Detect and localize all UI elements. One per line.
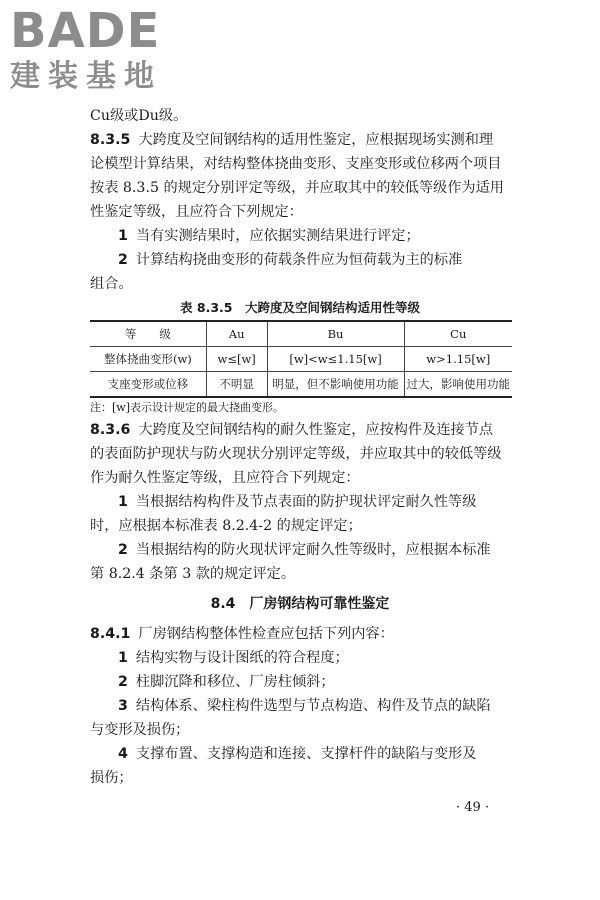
list-item [90, 224, 510, 248]
item-text: 结构体系、梁柱构件选型与节点构造、构件及节点的缺陷 [135, 698, 491, 714]
clause-8-4-1-line [90, 622, 510, 646]
list-item [90, 646, 510, 670]
logo-subtitle: 建装基地 [10, 59, 162, 94]
item-text: 计算结构挠曲变形的荷载条件应为恒荷载为主的标准 [135, 252, 463, 268]
clause-number: 8.3.5 [90, 132, 131, 148]
table-cell: w>1.15[w] [404, 347, 512, 372]
item-number: 2 [118, 252, 128, 268]
text-line: 损伤； [90, 770, 133, 786]
logo [10, 3, 180, 98]
item-text: 当有实测结果时，应依据实测结果进行评定； [135, 228, 420, 244]
table-row [90, 347, 512, 372]
item-number: 2 [118, 542, 128, 558]
table-header-cell: Bu [267, 321, 404, 347]
text-line: 组合。 [90, 276, 133, 292]
item-number: 4 [118, 746, 128, 762]
list-item [90, 670, 510, 694]
table-caption: 表 8.3.5 大跨度及空间钢结构适用性等级 [180, 300, 420, 315]
clause-text: 大跨度及空间钢结构的耐久性鉴定，应按构件及连接节点 [138, 422, 494, 438]
table-cell: [w]<w≤1.15[w] [267, 347, 404, 372]
item-text: 当根据结构构件及节点表面的防护现状评定耐久性等级 [135, 494, 477, 510]
table-header-cell: Cu [404, 321, 512, 347]
text-line: Cu级或Du级。 [90, 108, 188, 124]
grade-table [90, 320, 512, 398]
table-cell: 不明显 [206, 372, 267, 398]
table-cell: 整体挠曲变形(w) [90, 347, 206, 372]
text-line: 论模型计算结果，对结构整体挠曲变形、支座变形或位移两个项目 [90, 156, 502, 172]
table-header-cell: Au [206, 321, 267, 347]
table-cell: 明显，但不影响使用功能 [267, 372, 404, 398]
table-cell: w≤[w] [206, 347, 267, 372]
table-cell: 过大，影响使用功能 [404, 372, 512, 398]
clause-text: 大跨度及空间钢结构的适用性鉴定，应根据现场实测和理 [138, 132, 494, 148]
text-line: 按表 8.3.5 的规定分别评定等级，并应取其中的较低等级作为适用 [90, 180, 504, 196]
clause-8-3-5-line [90, 128, 510, 152]
item-text: 柱脚沉降和移位、厂房柱倾斜； [135, 674, 335, 690]
table-cell: 支座变形或位移 [90, 372, 206, 398]
text-line: 作为耐久性鉴定等级，且应符合下列规定： [90, 470, 360, 486]
table-header-row [90, 321, 512, 347]
clause-number: 8.3.6 [90, 422, 131, 438]
list-item [90, 248, 510, 272]
item-text: 结构实物与设计图纸的符合程度； [135, 650, 349, 666]
text-line: 第 8.2.4 条第 3 款的规定评定。 [90, 566, 296, 582]
text-line: 时，应根据本标准表 8.2.4-2 的规定评定； [90, 518, 362, 534]
page-number: · 49 · [456, 800, 490, 815]
item-number: 2 [118, 674, 128, 690]
page-content [90, 104, 510, 790]
clause-number: 8.4.1 [90, 626, 131, 642]
text-line: 性鉴定等级，且应符合下列规定： [90, 204, 303, 220]
item-number: 3 [118, 698, 128, 714]
item-number: 1 [118, 650, 128, 666]
list-item [90, 538, 510, 562]
item-text: 当根据结构的防火现状评定耐久性等级时，应根据本标准 [135, 542, 491, 558]
section-title: 8.4 厂房钢结构可靠性鉴定 [210, 596, 390, 612]
item-number: 1 [118, 494, 128, 510]
table-header-cell: 等 级 [90, 321, 206, 347]
table-row [90, 372, 512, 398]
list-item [90, 694, 510, 718]
text-line: 与变形及损伤； [90, 722, 190, 738]
clause-8-3-6-line [90, 418, 510, 442]
text-line: 的表面防护现状与防火现状分别评定等级，并应取其中的较低等级 [90, 446, 502, 462]
table-note: 注：[w]表示设计规定的最大挠曲变形。 [90, 401, 284, 414]
item-text: 支撑布置、支撑构造和连接、支撑杆件的缺陷与变形及 [135, 746, 477, 762]
list-item [90, 490, 510, 514]
clause-text: 厂房钢结构整体性检查应包括下列内容： [138, 626, 394, 642]
list-item [90, 742, 510, 766]
item-number: 1 [118, 228, 128, 244]
logo-word: BADE [10, 3, 161, 59]
